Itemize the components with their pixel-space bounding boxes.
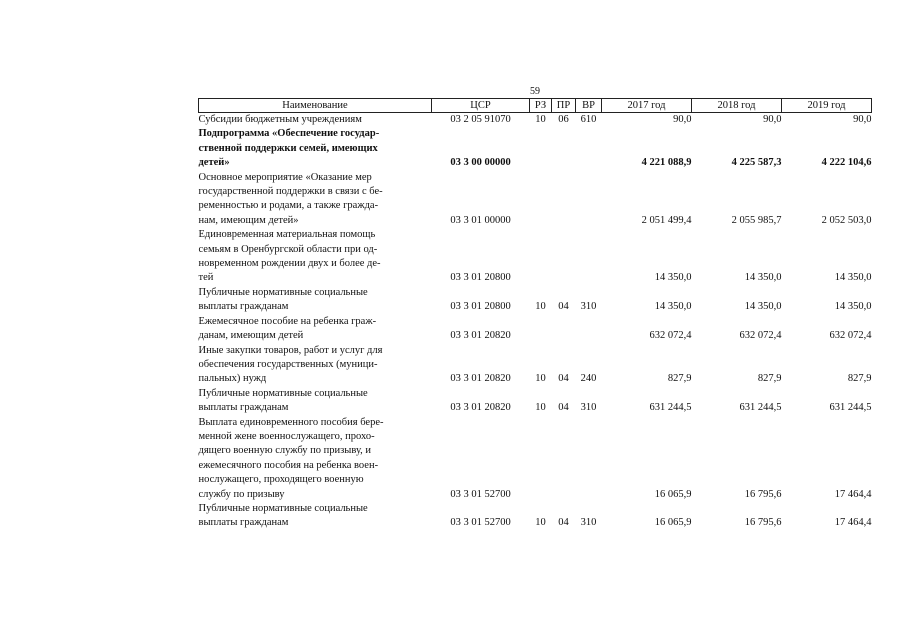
row-amount-2017: 16 065,9 [654,488,692,500]
row-vr: 610 [580,114,597,125]
row-amount-2019: 2 052 503,0 [821,214,872,226]
row-pr [552,416,576,502]
row-name [199,344,432,387]
row-name-line: обеспечения государственных (муници- [198,358,378,370]
column-header-pr: ПР [552,99,576,113]
column-header-csr: ЦСР [432,99,530,113]
row-amount-2018: 827,9 [757,373,782,385]
row-name-line: выплаты гражданам [198,301,289,313]
table-row [199,286,872,315]
table-row [199,127,872,170]
table-row [199,228,872,286]
row-name-line: Выплата единовременного пособия бере- [198,416,384,428]
row-rz [530,171,552,229]
table-row [199,315,872,344]
row-pr [552,127,576,170]
row-vr: 310 [580,402,597,414]
row-pr [552,171,576,229]
column-header-2017: 2017 год [602,99,692,113]
row-csr: 03 3 01 00000 [450,214,511,226]
table-row [199,387,872,416]
row-amount-2019: 17 464,4 [834,488,872,500]
row-csr: 03 3 01 52700 [450,488,511,500]
row-name-line: семьям в Оренбургской области при од- [198,243,378,255]
row-rz: 10 [535,114,546,125]
row-name [199,416,432,502]
column-header-2018: 2018 год [692,99,782,113]
row-amount-2018: 2 055 985,7 [731,214,782,226]
row-csr: 03 3 00 00000 [450,157,511,169]
row-amount-2018: 14 350,0 [744,272,782,284]
row-name-line: выплаты гражданам [198,517,289,529]
column-header-rz: РЗ [530,99,552,113]
row-name [199,502,432,531]
row-csr: 03 2 05 91070 [450,114,511,125]
row-amount-2018: 631 244,5 [739,402,782,414]
row-amount-2018: 632 072,4 [739,330,782,342]
row-amount-2017: 90,0 [673,114,692,125]
row-amount-2018: 4 225 587,3 [731,157,782,169]
row-pr: 04 [558,402,569,414]
row-pr: 04 [558,373,569,385]
row-name-line: ственной поддержки семей, имеющих [198,142,378,154]
row-vr: 310 [580,301,597,313]
row-amount-2019: 90,0 [853,114,872,125]
row-vr [576,416,602,502]
row-amount-2018: 14 350,0 [744,301,782,313]
row-amount-2017: 14 350,0 [654,272,692,284]
row-rz: 10 [535,373,546,385]
row-pr: 04 [558,301,569,313]
row-amount-2019: 17 464,4 [834,517,872,529]
row-csr: 03 3 01 20820 [450,373,511,385]
row-amount-2019: 4 222 104,6 [821,157,872,169]
row-csr: 03 3 01 20820 [450,402,511,414]
row-name-line: тей [198,272,214,284]
row-name-line: Публичные нормативные социальные [198,286,368,298]
row-name [199,286,432,315]
row-vr: 240 [580,373,597,385]
row-name-line: детей» [198,157,230,169]
row-amount-2019: 631 244,5 [829,402,872,414]
table-header-row [199,99,872,113]
row-csr: 03 3 01 20800 [450,272,511,284]
table-row [199,344,872,387]
row-amount-2017: 4 221 088,9 [641,157,692,169]
row-rz [530,228,552,286]
row-amount-2017: 827,9 [667,373,692,385]
row-name-line: Иные закупки товаров, работ и услуг для [198,344,383,356]
row-name-line: новременном рождении двух и более де- [198,258,381,270]
row-name-line: ежемесячного пособия на ребенка воен- [198,459,379,471]
row-name-line: государственной поддержки в связи с бе- [198,186,383,198]
row-name-line: службу по призыву [198,488,285,500]
row-name-line: Единовременная материальная помощь [198,229,376,241]
row-name-line: Подпрограмма «Обеспечение государ- [198,128,380,140]
row-name [199,127,432,170]
table-row [199,113,872,128]
row-rz [530,127,552,170]
row-pr [552,315,576,344]
row-amount-2017: 2 051 499,4 [641,214,692,226]
row-name-line: нослужащего, проходящего военную [198,474,364,486]
row-amount-2019: 14 350,0 [834,301,872,313]
row-amount-2018: 16 795,6 [744,517,782,529]
table-row [199,171,872,229]
row-name [199,228,432,286]
row-amount-2017: 632 072,4 [649,330,692,342]
row-name-line: выплаты гражданам [198,402,289,414]
row-rz [530,315,552,344]
row-name-line: нам, имеющим детей» [198,214,299,226]
row-csr: 03 3 01 20800 [450,301,511,313]
page-number: 59 [530,86,540,97]
row-vr [576,228,602,286]
row-pr [552,228,576,286]
row-name-line: пальных) нужд [198,373,267,385]
column-header-vr: ВР [576,99,602,113]
row-vr: 310 [580,517,597,529]
table-body [199,113,872,531]
row-rz [530,416,552,502]
row-vr [576,171,602,229]
row-name-line: менной жене военнослужащего, прохо- [198,430,375,442]
row-name-line: данам, имеющим детей [198,330,304,342]
column-header-name: Наименование [199,99,432,113]
row-amount-2017: 14 350,0 [654,301,692,313]
row-amount-2018: 16 795,6 [744,488,782,500]
row-name [199,387,432,416]
row-csr: 03 3 01 20820 [450,330,511,342]
row-rz: 10 [535,301,546,313]
row-name-line: Ежемесячное пособие на ребенка граж- [198,315,377,327]
row-rz: 10 [535,402,546,414]
row-pr: 06 [558,114,569,125]
row-name-line: Основное мероприятие «Оказание мер [198,171,372,183]
row-name-line: Публичные нормативные социальные [198,502,368,514]
row-name [199,113,432,128]
row-name-line: ременностью и родами, а также гражда- [198,200,379,212]
row-name-line: Субсидии бюджетным учреждениям [198,114,362,125]
row-name [199,171,432,229]
row-name-line: Публичные нормативные социальные [198,387,368,399]
row-amount-2019: 827,9 [847,373,872,385]
table-row [199,502,872,531]
row-rz: 10 [535,517,546,529]
row-vr [576,127,602,170]
row-csr: 03 3 01 52700 [450,517,511,529]
budget-table [198,98,872,531]
row-name [199,315,432,344]
table-row [199,416,872,502]
row-amount-2019: 14 350,0 [834,272,872,284]
row-name-line: дящего военную службу по призыву, и [198,445,372,457]
row-amount-2017: 16 065,9 [654,517,692,529]
row-amount-2017: 631 244,5 [649,402,692,414]
row-amount-2019: 632 072,4 [829,330,872,342]
row-amount-2018: 90,0 [763,114,782,125]
row-vr [576,315,602,344]
column-header-2019: 2019 год [782,99,872,113]
row-pr: 04 [558,517,569,529]
